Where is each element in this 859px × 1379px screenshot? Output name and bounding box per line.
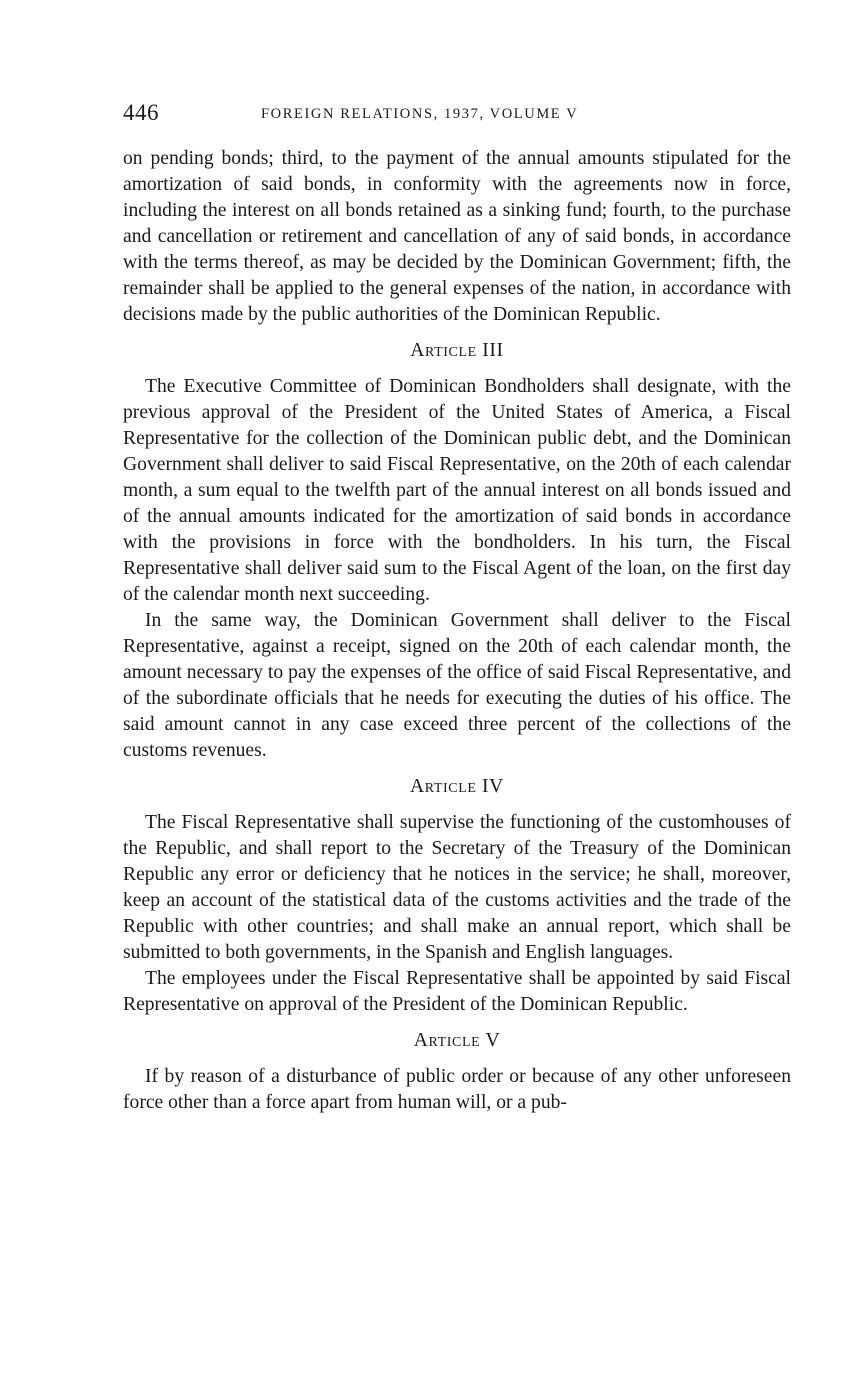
paragraph-article-iv-first: The Fiscal Representative shall supervise the functioning of the customhouses of the Republic, and shall report to the Secretary of the Treasury of the Dominican Republic any error or deficiency that he notices in the service; he shall, moreover, keep an account of the statistical data of the customs activities and the trade of the Republic with other countries; and shall make an annual report, which shall be submitted to both governments, in the Spanish and English languages. [123, 812, 791, 963]
document-page [123, 100, 791, 1116]
paragraph-article-v-first: If by reason of a disturbance of public order or because of any other unforeseen force other than a force apart from human will, or a pub- [123, 1066, 791, 1113]
running-head [123, 100, 791, 134]
paragraph-article-iii-first: The Executive Committee of Dominican Bondholders shall designate, with the previous approval of the President of the United States of America, a Fiscal Representative for the collection of the Dominican public debt, and the Dominican Government shall deliver to said Fiscal Representative, on the 20th of each calendar month, a sum equal to the twelfth part of the annual interest on all bonds issued and of the annual amounts indicated for the amortization of said bonds in accordance with the provisions in force with the bondholders. In his turn, the Fiscal Representative shall deliver said sum to the Fiscal Agent of the loan, on the first day of the calendar month next succeeding. [123, 376, 791, 605]
paragraph-article-iv-second: The employees under the Fiscal Representative shall be appointed by said Fiscal Representative on approval of the President of the Dominican Republic. [123, 968, 791, 1015]
article-v-heading: Article V [413, 1030, 501, 1051]
article-iii-heading: Article III [410, 340, 504, 361]
article-iv-heading: Article IV [410, 776, 504, 797]
paragraph-article-ii-continued: on pending bonds; third, to the payment of the annual amounts stipulated for the amortization of said bonds, in conformity with the agreements now in force, including the interest on all bonds retained as a sinking fund; fourth, to the purchase and cancellation or retirement and cancellation of any of said bonds, in accordance with the terms thereof, as may be decided by the Dominican Government; fifth, the remainder shall be applied to the general expenses of the nation, in accordance with decisions made by the public authorities of the Dominican Republic. [123, 148, 791, 325]
running-title: FOREIGN RELATIONS, 1937, VOLUME V [261, 106, 579, 122]
page-number: 446 [123, 100, 159, 125]
paragraph-article-iii-second: In the same way, the Dominican Government shall deliver to the Fiscal Representative, against a receipt, signed on the 20th of each calendar month, the amount necessary to pay the expenses of the office of said Fiscal Representative, and of the subordinate officials that he needs for executing the duties of his office. The said amount cannot in any case exceed three percent of the collections of the customs revenues. [123, 610, 791, 761]
